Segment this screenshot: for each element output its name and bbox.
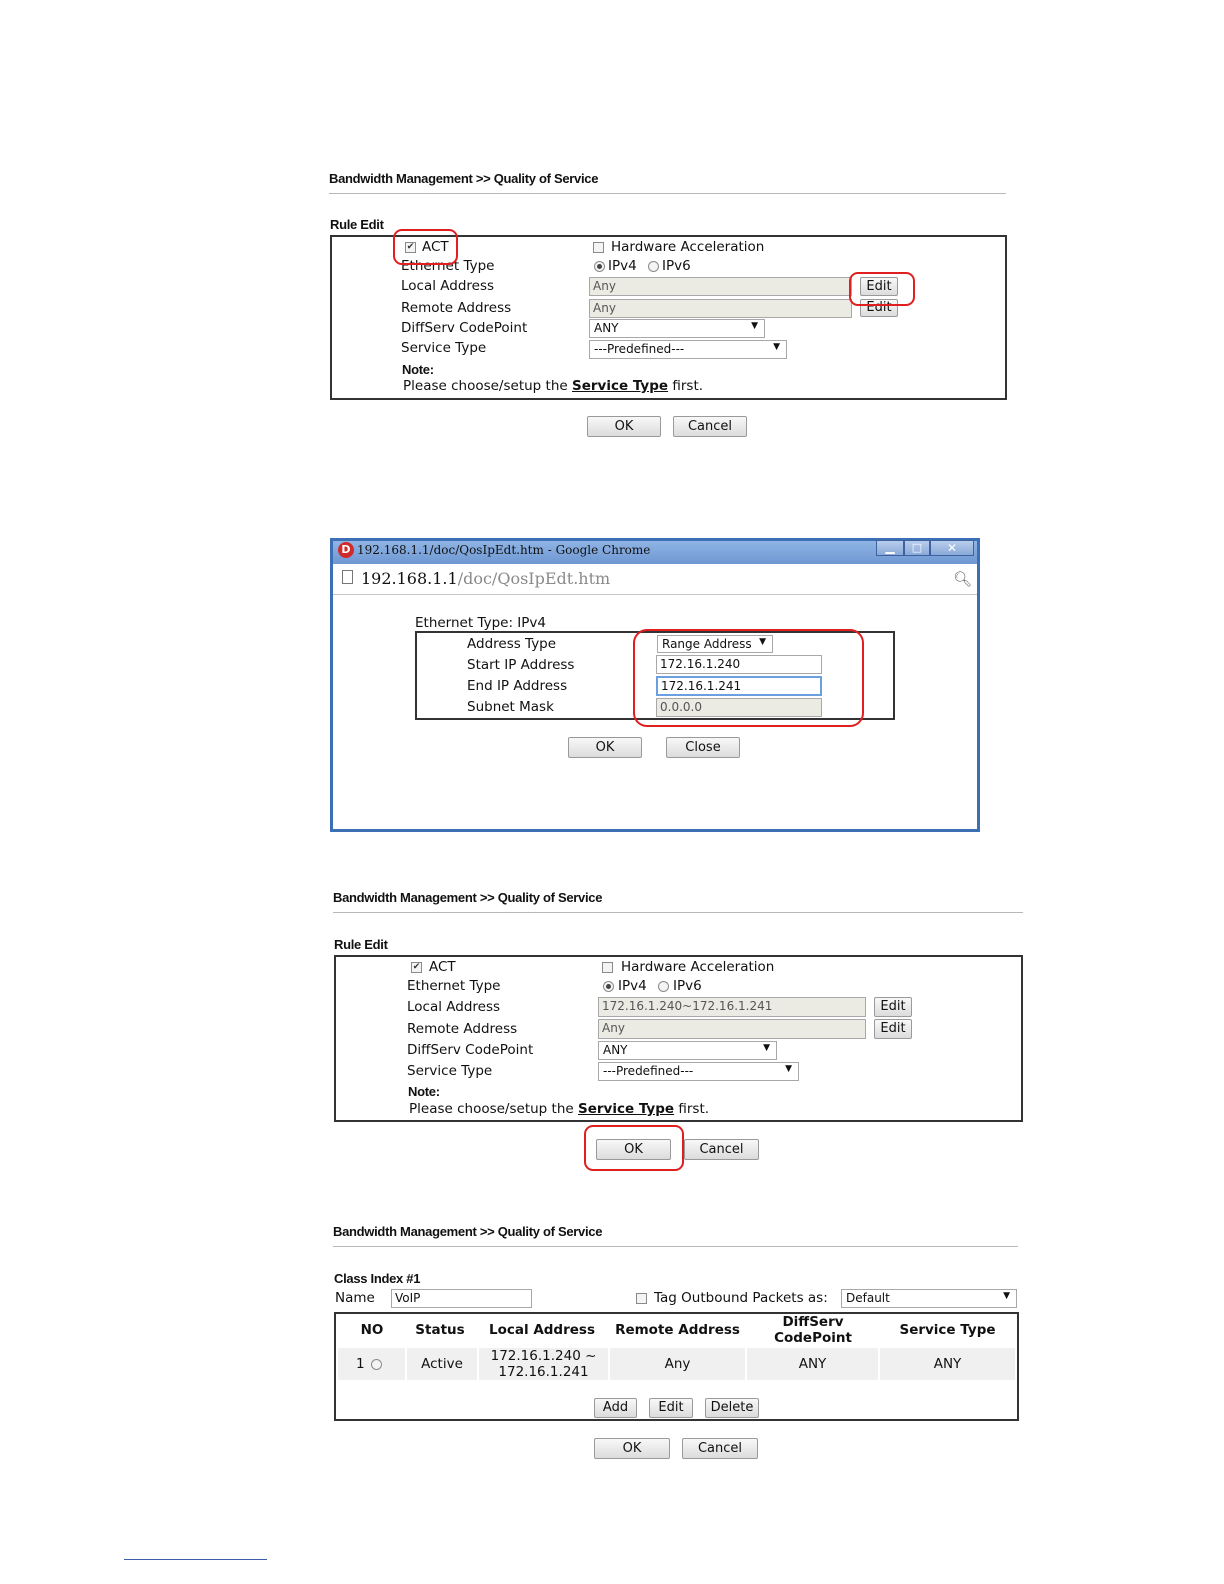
act-checkbox[interactable]: ✔ — [406, 242, 415, 252]
delete-button[interactable]: Delete — [705, 1398, 759, 1418]
remote-address-label: Remote Address — [401, 300, 512, 316]
dropdown-arrow-icon: ▼ — [773, 342, 780, 352]
subnet-mask-label: Subnet Mask — [467, 699, 554, 715]
service-type-link[interactable]: Service Type — [578, 1101, 675, 1117]
service-type-label: Service Type — [407, 1063, 493, 1079]
note-text: Please choose/setup the Service Type first. — [403, 378, 704, 394]
page-title: Bandwidth Management >> Quality of Service — [333, 890, 603, 905]
local-address-label: Local Address — [407, 999, 501, 1015]
address-type-label: Address Type — [467, 636, 557, 652]
row-select-radio[interactable] — [371, 1359, 382, 1370]
local-edit-button[interactable]: Edit — [874, 997, 912, 1017]
local-address-field[interactable]: 172.16.1.240~172.16.1.241 — [598, 997, 866, 1017]
remote-edit-button[interactable]: Edit — [874, 1019, 912, 1039]
hw-accel-checkbox[interactable] — [593, 242, 604, 253]
page-title: Bandwidth Management >> Quality of Service — [329, 171, 599, 186]
url-path: /doc/QosIpEdt.htm — [457, 569, 611, 588]
name-label: Name — [335, 1290, 375, 1306]
row-remote-address: Any — [664, 1356, 691, 1372]
col-local-address: Local Address — [489, 1322, 595, 1338]
col-service-type: Service Type — [899, 1322, 996, 1338]
service-type-select[interactable] — [589, 340, 787, 359]
tag-outbound-value: Default — [846, 1291, 890, 1305]
hw-accel-label: Hardware Acceleration — [621, 959, 775, 975]
act-label: ACT — [422, 239, 449, 255]
close-window-icon[interactable]: ✕ — [930, 540, 974, 556]
ipv4-label: IPv4 — [618, 978, 647, 994]
ethernet-type-heading: Ethernet Type: IPv4 — [415, 615, 546, 631]
diffserv-label: DiffServ CodePoint — [407, 1042, 534, 1058]
note-label: Note: — [402, 362, 434, 377]
class-index-title: Class Index #1 — [334, 1271, 421, 1286]
service-type-select[interactable] — [598, 1062, 799, 1081]
service-type-value: ---Predefined--- — [603, 1064, 694, 1078]
start-ip-label: Start IP Address — [467, 657, 575, 673]
cancel-button[interactable]: Cancel — [673, 416, 747, 437]
row-no: 1 — [356, 1356, 365, 1372]
page-title: Bandwidth Management >> Quality of Service — [333, 1224, 603, 1239]
zoom-icon[interactable]: 🔍︎ — [953, 570, 973, 588]
minimize-icon[interactable]: ▁ — [876, 540, 904, 556]
ok-button[interactable]: OK — [594, 1438, 670, 1459]
ethernet-type-label: Ethernet Type — [407, 978, 501, 994]
url-host: 192.168.1.1 — [361, 569, 458, 588]
ipv4-radio[interactable] — [603, 981, 614, 992]
tag-outbound-label: Tag Outbound Packets as: — [654, 1290, 828, 1306]
col-remote-address: Remote Address — [615, 1322, 740, 1338]
page-icon — [342, 570, 353, 584]
address-type-value: Range Address — [662, 637, 752, 651]
url — [361, 569, 610, 588]
dropdown-arrow-icon: ▼ — [751, 321, 758, 331]
cancel-button[interactable]: Cancel — [682, 1438, 758, 1459]
add-button[interactable]: Add — [594, 1398, 637, 1418]
footnote-rule — [124, 1559, 267, 1560]
section-title: Rule Edit — [334, 937, 388, 952]
row-local-address: 172.16.1.240 ~ 172.16.1.241 — [490, 1348, 597, 1380]
tag-outbound-select[interactable] — [841, 1289, 1017, 1308]
remote-edit-button[interactable]: Edit — [860, 299, 898, 317]
dropdown-arrow-icon: ▼ — [1003, 1291, 1010, 1301]
col-diffserv: DiffServ CodePoint — [774, 1314, 852, 1346]
diffserv-select[interactable] — [589, 319, 765, 338]
end-ip-input[interactable]: 172.16.1.241 — [656, 676, 822, 696]
remote-address-field[interactable]: Any — [598, 1019, 866, 1039]
maximize-icon[interactable]: □ — [904, 540, 930, 556]
ipv6-radio[interactable] — [658, 981, 669, 992]
draytek-logo-icon: D — [338, 542, 354, 558]
ethernet-type-label: Ethernet Type — [401, 258, 495, 274]
local-address-field[interactable]: Any — [589, 277, 852, 296]
window-title: 192.168.1.1/doc/QosIpEdt.htm - Google Chrome — [357, 543, 651, 557]
ipv6-radio[interactable] — [648, 261, 659, 272]
remote-address-label: Remote Address — [407, 1021, 518, 1037]
diffserv-label: DiffServ CodePoint — [401, 320, 528, 336]
highlight-edit — [849, 272, 915, 306]
highlight-ok — [584, 1125, 684, 1171]
name-input[interactable]: VoIP — [391, 1289, 532, 1308]
local-edit-button[interactable]: Edit — [860, 277, 898, 296]
hw-accel-checkbox[interactable] — [602, 962, 613, 973]
divider — [333, 912, 1023, 913]
dropdown-arrow-icon: ▼ — [759, 637, 766, 647]
popup-close-button[interactable]: Close — [666, 737, 740, 758]
act-label: ACT — [429, 959, 456, 975]
col-status: Status — [415, 1322, 465, 1338]
divider — [329, 193, 1006, 194]
ok-button[interactable]: OK — [596, 1139, 671, 1160]
ok-button[interactable]: OK — [587, 416, 661, 437]
start-ip-input[interactable]: 172.16.1.240 — [656, 655, 822, 674]
service-type-link[interactable]: Service Type — [572, 378, 669, 394]
act-checkbox[interactable]: ✔ — [412, 962, 421, 972]
note-text: Please choose/setup the Service Type first. — [409, 1101, 710, 1117]
dropdown-arrow-icon: ▼ — [763, 1043, 770, 1053]
cancel-button[interactable]: Cancel — [684, 1139, 759, 1160]
tag-outbound-checkbox[interactable] — [636, 1293, 647, 1304]
diffserv-value: ANY — [603, 1043, 628, 1057]
remote-address-field[interactable]: Any — [589, 299, 852, 318]
service-type-value: ---Predefined--- — [594, 342, 685, 356]
edit-button[interactable]: Edit — [649, 1398, 693, 1418]
section-title: Rule Edit — [330, 217, 384, 232]
row-service-type: ANY — [933, 1356, 962, 1372]
note-label: Note: — [408, 1084, 440, 1099]
ipv6-label: IPv6 — [662, 258, 691, 274]
ipv6-label: IPv6 — [673, 978, 702, 994]
subnet-mask-input[interactable]: 0.0.0.0 — [656, 698, 822, 717]
highlight-address — [633, 629, 864, 727]
local-address-label: Local Address — [401, 278, 495, 294]
row-status: Active — [421, 1356, 463, 1372]
popup-ok-button[interactable]: OK — [568, 737, 642, 758]
ipv4-radio[interactable] — [594, 261, 605, 272]
diffserv-select[interactable] — [598, 1041, 777, 1060]
end-ip-label: End IP Address — [467, 678, 568, 694]
service-type-label: Service Type — [401, 340, 487, 356]
diffserv-value: ANY — [594, 321, 619, 335]
divider — [333, 1246, 1018, 1247]
row-diffserv: ANY — [798, 1356, 827, 1372]
col-no: NO — [360, 1322, 384, 1338]
highlight-act — [393, 229, 458, 265]
ipv4-label: IPv4 — [608, 258, 637, 274]
hw-accel-label: Hardware Acceleration — [611, 239, 765, 255]
dropdown-arrow-icon: ▼ — [785, 1064, 792, 1074]
